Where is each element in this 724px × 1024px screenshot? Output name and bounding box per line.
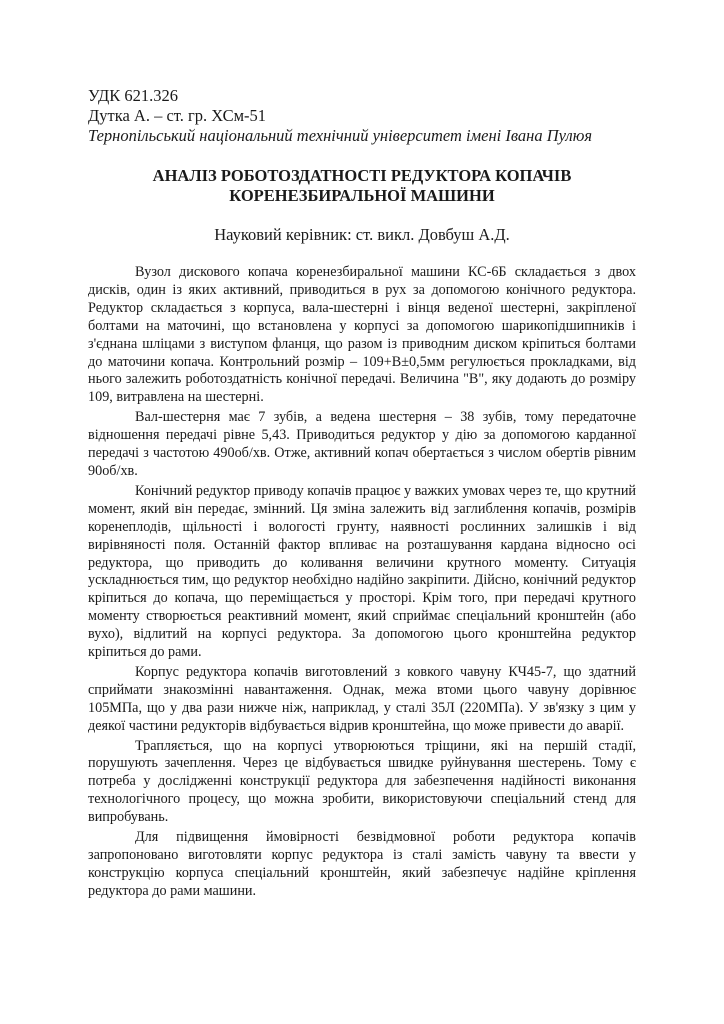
body-paragraph-5: Трапляється, що на корпусі утворюються тріщини, які на першій стадії, порушують зачеплення. Через це відбувається швидке руйнування шестерень. Тому є потреба у дослідженні конструкції редуктора для забезпечення надійності виконання технологічного процесу, що можна зробити, використовуючи спеціальний стенд для випробувань. [88,737,636,826]
udk-code: УДК 621.326 [88,86,179,105]
paper-title-line-2: КОРЕНЕЗБИРАЛЬНОЇ МАШИНИ [229,186,495,205]
supervisor-line: Науковий керівник: ст. викл. Довбуш А.Д. [214,225,510,244]
body-paragraph-4: Корпус редуктора копачів виготовлений з ковкого чавуну КЧ45-7, що здатний сприймати знакозмінні навантаження. Однак, межа втоми цього чавуну дорівнює 105МПа, що у два рази нижче ніж, наприклад, у сталі 35Л (220МПа). У зв'язку з цим у деякої частини редукторів відбувається відрив кронштейна, що може привести до аварії. [88,663,636,734]
body-paragraph-1: Вузол дискового копача коренезбиральної машини КС-6Б складається з двох дисків, один із яких активний, приводиться в рух за допомогою конічного редуктора. Редуктор складається з корпуса, вала-шестерні і вінця веденої шестерні, закріпленої болтами на маточині, що встановлена у корпусі за допомогою шарикопідшипників і з'єднана шліцами з виступом фланця, що разом із приводним диском кріпиться болтами до маточини копача. Контрольний розмір – 109+В±0,5мм регулюється прокладками, від нього залежить роботоздатність конічної передачі. Величина "В", яку додають до розміру 109, витравлена на шестерні. [88,264,636,406]
author-line: Дутка А. – ст. гр. ХСм-51 [88,106,267,125]
body-text [88,264,636,901]
paper-title [88,166,636,206]
body-paragraph-2: Вал-шестерня має 7 зубів, а ведена шестерня – 38 зубів, тому передаточне відношення передачі рівне 5,43. Приводиться редуктор у дію за допомогою карданної передачі з частотою 490об/хв. Отже, активний копач обертається з числом обертів рівним 90об/хв. [88,409,636,479]
affiliation-line: Тернопільський національний технічний університет імені Івана Пулюя [88,126,593,145]
document-page [88,86,636,903]
body-paragraph-6: Для підвищення ймовірності безвідмовної роботи редуктора копачів запропоновано виготовляти корпус редуктора із сталі замість чавуну та ввести у конструкцію корпуса спеціальний кронштейн, який забезпечує надійне кріплення редуктора до рами машини. [88,829,636,899]
body-paragraph-3: Конічний редуктор приводу копачів працює у важких умовах через те, що крутний момент, який він передає, змінний. Ця зміна залежить від заглиблення копачів, розмірів коренеплодів, щільності і вологості грунту, наявності рослинних залишків і від вирівняності поля. Останній фактор впливає на розташування кардана відносно осі редуктора, що приводить до коливання величини крутного моменту. Ситуація ускладнюється тим, що редуктор необхідно надійно закріпити. Дійсно, конічний редуктор кріпиться до копача, що переміщається у просторі. Крім того, при передачі крутного моменту створюється реактивний момент, який сприймає спеціальний кронштейн (або вухо), відлитий на корпусі редуктора. За допомогою цього кронштейна редуктор кріпиться до рами. [88,482,636,661]
paper-title-line-1: АНАЛІЗ РОБОТОЗДАТНОСТІ РЕДУКТОРА КОПАЧІВ [152,166,572,185]
